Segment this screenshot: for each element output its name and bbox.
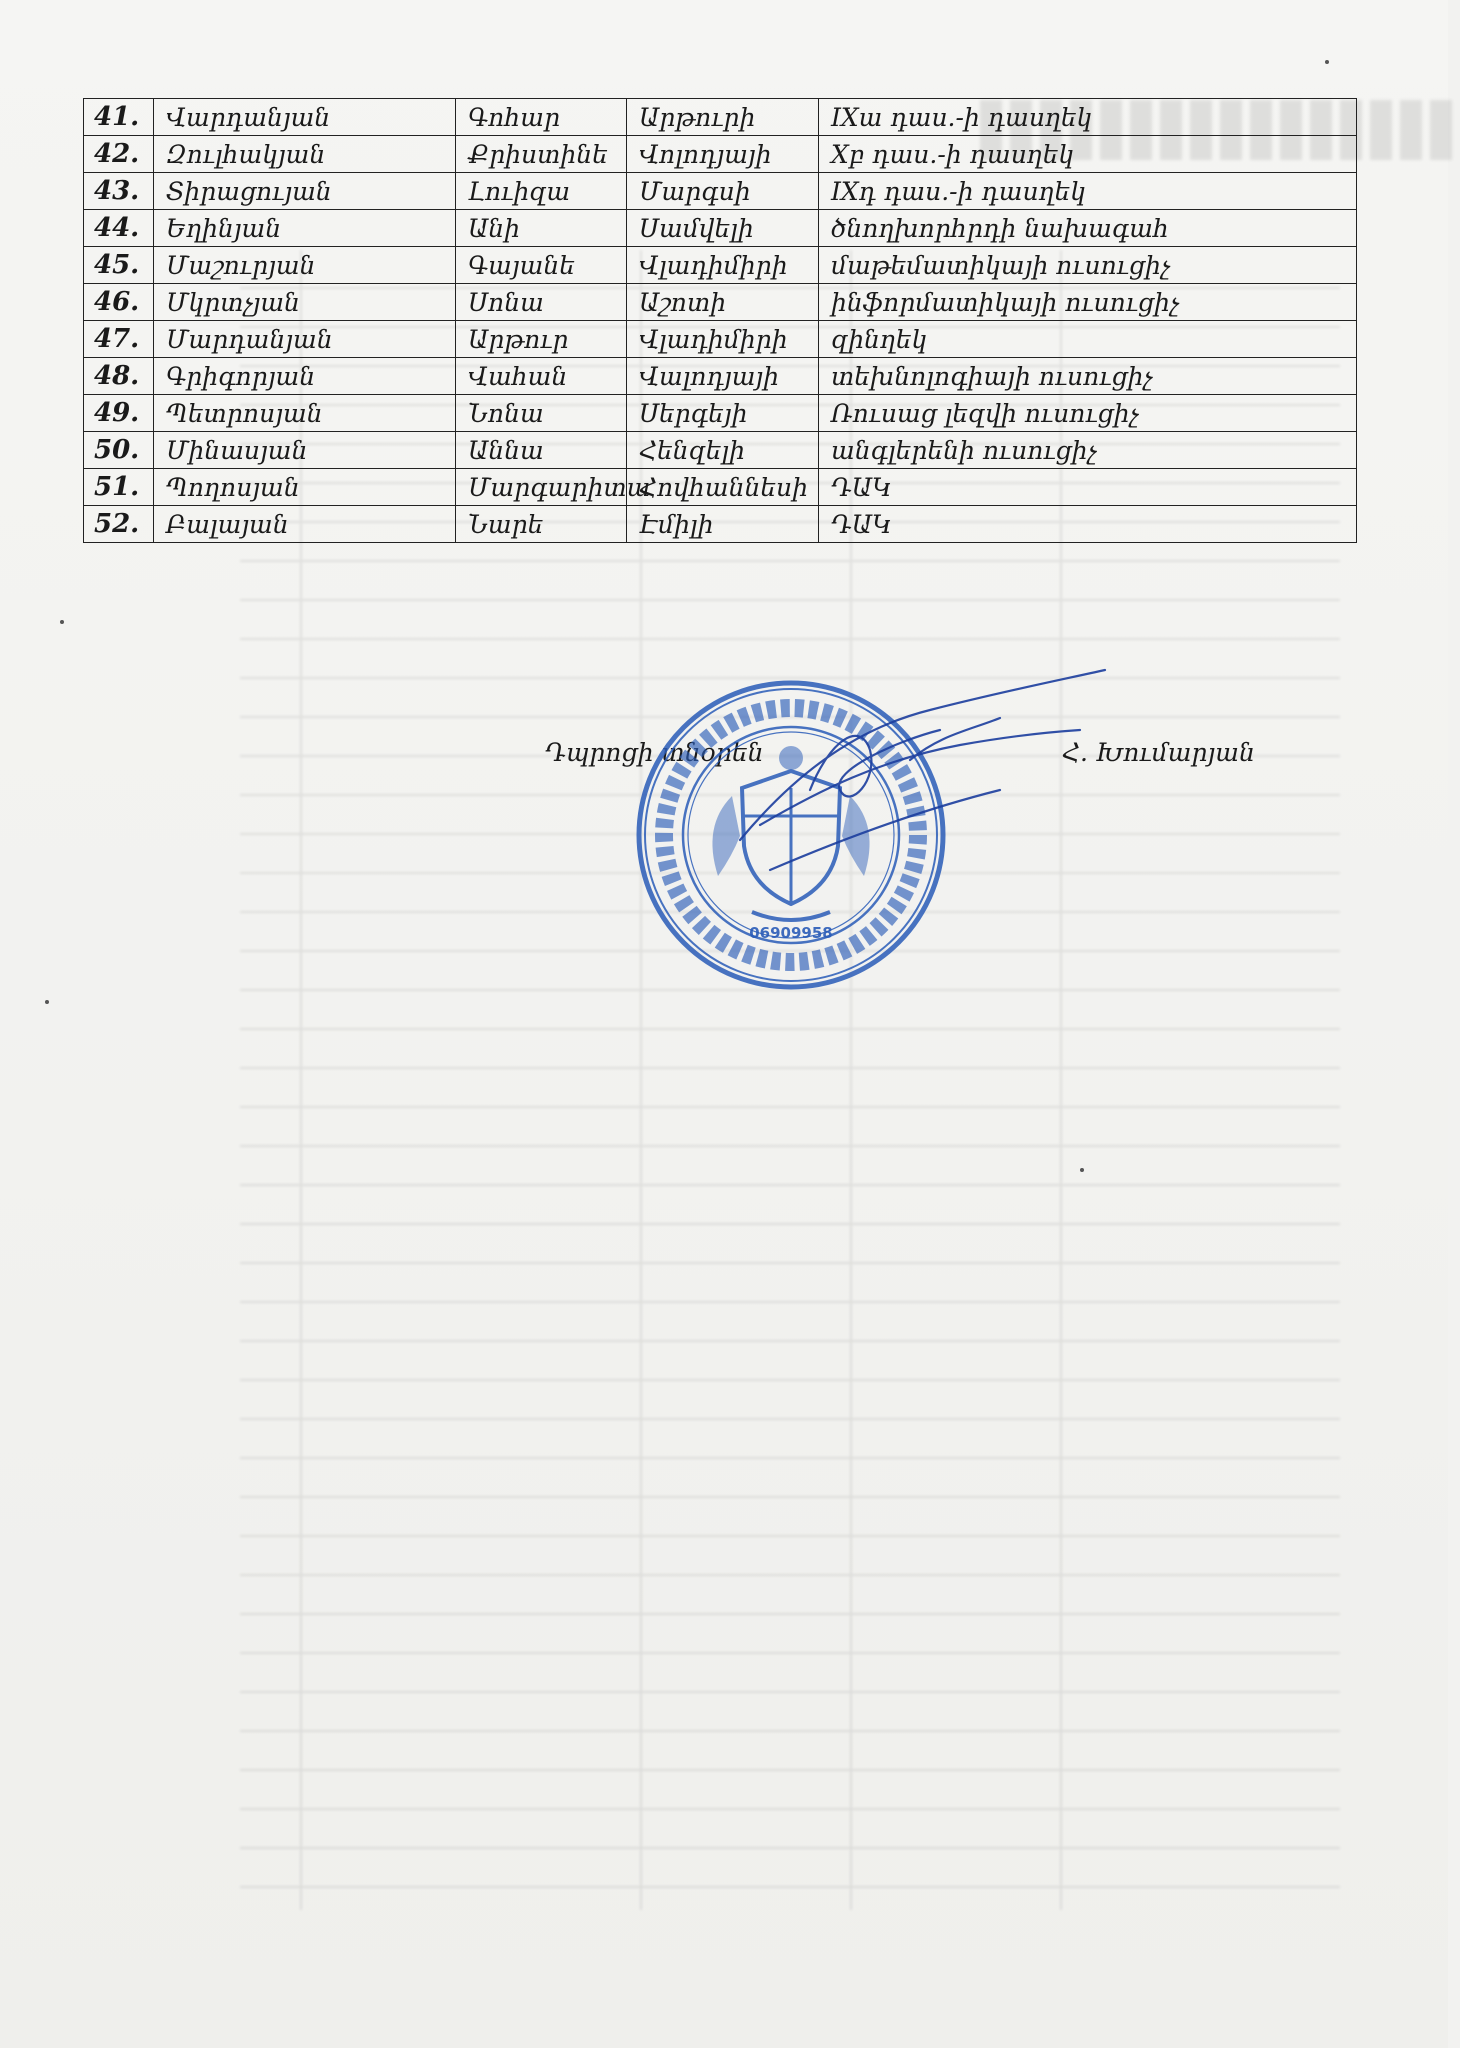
scan-speck — [60, 620, 64, 624]
patronymic-cell: Վլադիմիրի — [627, 321, 819, 358]
table-row — [84, 99, 1357, 136]
surname-cell: Վարդանյան — [154, 99, 456, 136]
table-row — [84, 358, 1357, 395]
patronymic-cell: Արթուրի — [627, 99, 819, 136]
table-row — [84, 247, 1357, 284]
row-number-cell: 48. — [84, 358, 154, 395]
first-name-cell: Քրիստինե — [456, 136, 627, 173]
surname-cell: Մարդանյան — [154, 321, 456, 358]
first-name-cell: Աննա — [456, 432, 627, 469]
row-number-cell: 44. — [84, 210, 154, 247]
director-name: Հ. Խումարյան — [1062, 738, 1255, 767]
first-name-cell: Վահան — [456, 358, 627, 395]
surname-cell: Եղինյան — [154, 210, 456, 247]
patronymic-cell: Աշոտի — [627, 284, 819, 321]
patronymic-cell: Մարգսի — [627, 173, 819, 210]
first-name-cell: Նոնա — [456, 395, 627, 432]
table-row — [84, 210, 1357, 247]
director-label: Դպրոցի տնօրեն — [545, 738, 764, 767]
table-row — [84, 506, 1357, 543]
table-row — [84, 173, 1357, 210]
position-cell: անգլերենի ուսուցիչ — [819, 432, 1357, 469]
scan-speck — [45, 1000, 49, 1004]
first-name-cell: Անի — [456, 210, 627, 247]
surname-cell: Զուլհակյան — [154, 136, 456, 173]
position-cell: IXա դաս.-ի դասղեկ — [819, 99, 1357, 136]
row-number-cell: 45. — [84, 247, 154, 284]
patronymic-cell: Վալոդյայի — [627, 358, 819, 395]
surname-cell: Մինասյան — [154, 432, 456, 469]
position-cell: ծնողխորհրդի նախագահ — [819, 210, 1357, 247]
scan-speck — [1080, 1168, 1084, 1172]
row-number-cell: 50. — [84, 432, 154, 469]
table-row — [84, 432, 1357, 469]
row-number-cell: 46. — [84, 284, 154, 321]
surname-cell: Գրիգորյան — [154, 358, 456, 395]
first-name-cell: Արթուր — [456, 321, 627, 358]
row-number-cell: 52. — [84, 506, 154, 543]
first-name-cell: Մարգարիտա — [456, 469, 627, 506]
row-number-cell: 51. — [84, 469, 154, 506]
first-name-cell: Նարե — [456, 506, 627, 543]
scan-speck — [1325, 60, 1329, 64]
first-name-cell: Սոնա — [456, 284, 627, 321]
row-number-cell: 49. — [84, 395, 154, 432]
table-row — [84, 321, 1357, 358]
patronymic-cell: Վոլոդյայի — [627, 136, 819, 173]
position-cell: մաթեմատիկայի ուսուցիչ — [819, 247, 1357, 284]
patronymic-cell: Սերգեյի — [627, 395, 819, 432]
position-cell: զինղեկ — [819, 321, 1357, 358]
patronymic-cell: Հենզելի — [627, 432, 819, 469]
first-name-cell: Գայանե — [456, 247, 627, 284]
patronymic-cell: Էմիլի — [627, 506, 819, 543]
handwritten-signature — [700, 640, 1120, 890]
surname-cell: Բալայան — [154, 506, 456, 543]
seal-number: 06909958 — [749, 924, 833, 942]
surname-cell: Տիրացույան — [154, 173, 456, 210]
row-number-cell: 42. — [84, 136, 154, 173]
position-cell: Ռուսաց լեզվի ուսուցիչ — [819, 395, 1357, 432]
position-cell: ինֆորմատիկայի ուսուցիչ — [819, 284, 1357, 321]
row-number-cell: 41. — [84, 99, 154, 136]
position-cell: ԴԱԿ — [819, 469, 1357, 506]
table-row — [84, 284, 1357, 321]
table-row — [84, 469, 1357, 506]
staff-table-body — [84, 99, 1357, 543]
first-name-cell: Գոհար — [456, 99, 627, 136]
position-cell: IXդ դաս.-ի դասղեկ — [819, 173, 1357, 210]
first-name-cell: Լուիզա — [456, 173, 627, 210]
position-cell: Xբ դաս.-ի դասղեկ — [819, 136, 1357, 173]
position-cell: ԴԱԿ — [819, 506, 1357, 543]
surname-cell: Մաշուրյան — [154, 247, 456, 284]
position-cell: տեխնոլոգիայի ուսուցիչ — [819, 358, 1357, 395]
patronymic-cell: Վլադիմիրի — [627, 247, 819, 284]
surname-cell: Մկրտչյան — [154, 284, 456, 321]
surname-cell: Պետրոսյան — [154, 395, 456, 432]
row-number-cell: 43. — [84, 173, 154, 210]
staff-table — [83, 98, 1357, 543]
table-row — [84, 136, 1357, 173]
table-row — [84, 395, 1357, 432]
patronymic-cell: Սամվելի — [627, 210, 819, 247]
row-number-cell: 47. — [84, 321, 154, 358]
surname-cell: Պողոսյան — [154, 469, 456, 506]
patronymic-cell: Հովհաննեսի — [627, 469, 819, 506]
